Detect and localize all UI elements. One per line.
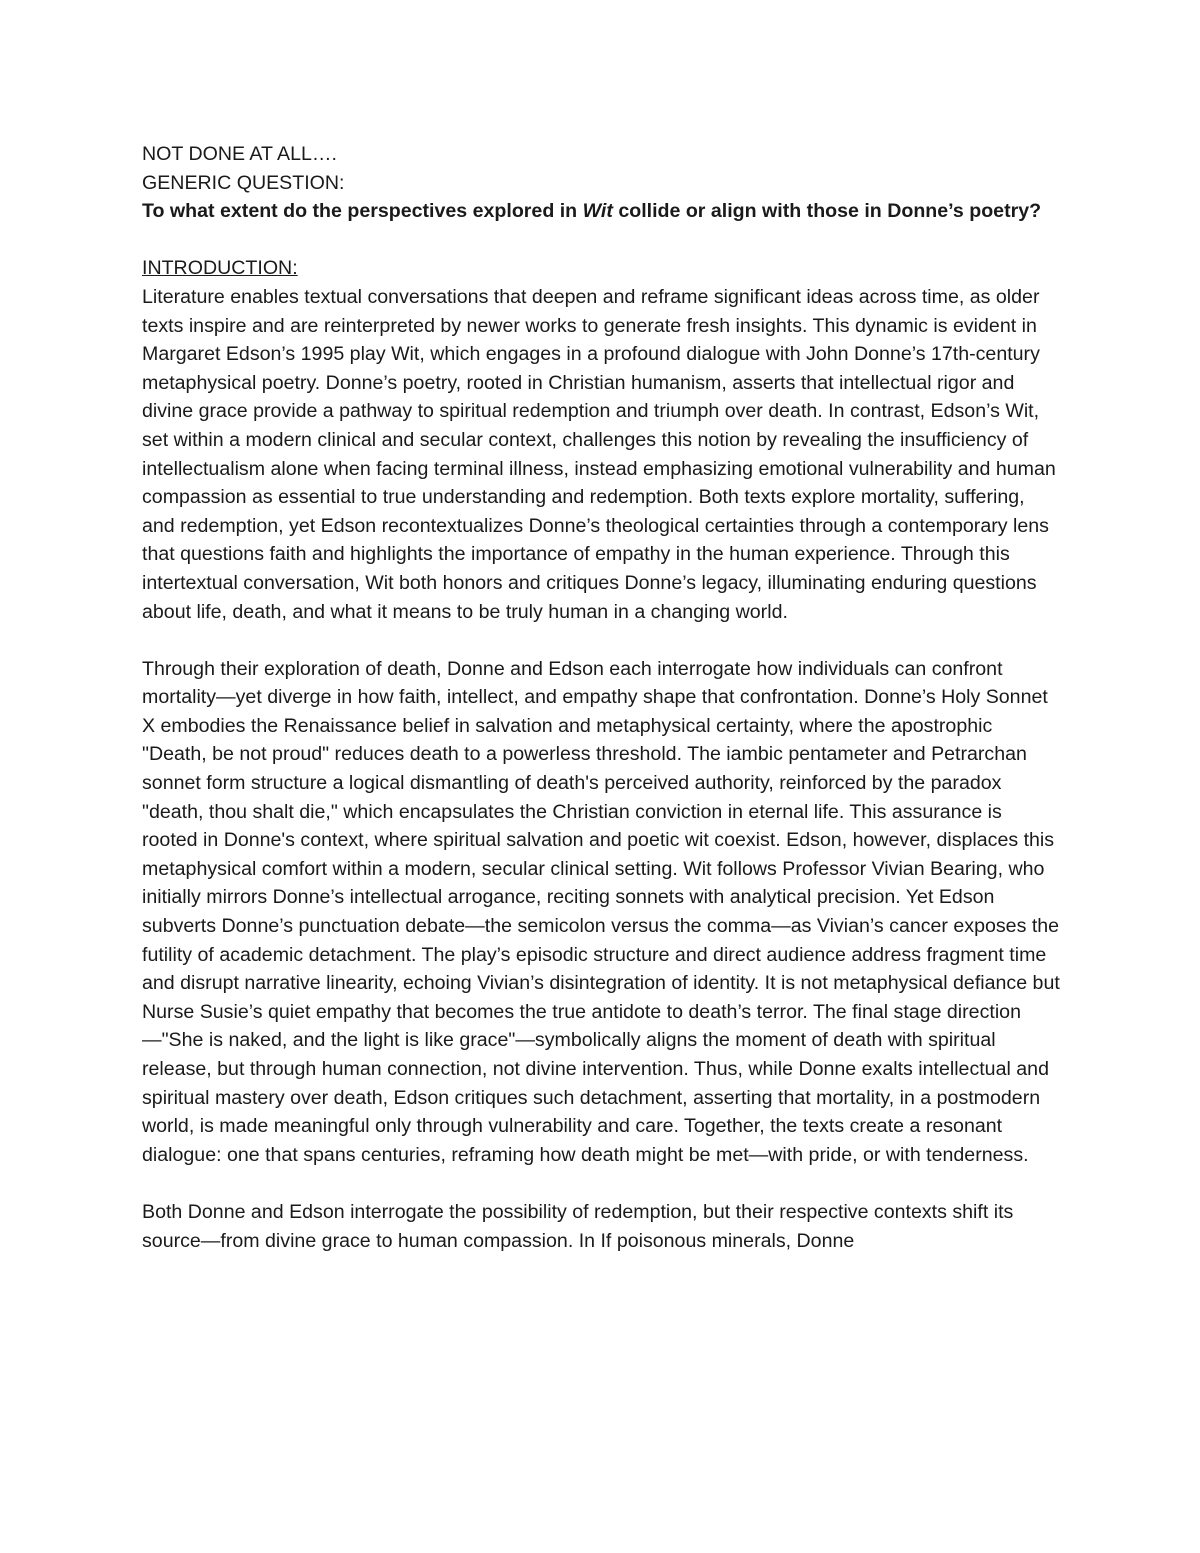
- question-text-after: collide or align with those in Donne’s poetry?: [612, 200, 1042, 223]
- document-body: [142, 140, 1062, 1255]
- paragraph-introduction: Literature enables textual conversations that deepen and reframe significant ideas across time, as older texts inspire and are reinterpreted by newer works to generate fresh insights. This dynamic is evident in Margaret Edson’s 1995 play Wit, which engages in a profound dialogue with John Donne’s 17th-century metaphysical poetry. Donne’s poetry, rooted in Christian humanism, asserts that intellectual rigor and divine grace provide a pathway to spiritual redemption and triumph over death. In contrast, Edson’s Wit, set within a modern clinical and secular context, challenges this notion by revealing the insufficiency of intellectualism alone when facing terminal illness, instead emphasizing emotional vulnerability and human compassion as essential to true understanding and redemption. Both texts explore mortality, suffering, and redemption, yet Edson recontextualizes Donne’s theological certainties through a contemporary lens that questions faith and highlights the importance of empathy in the human experience. Through this intertextual conversation, Wit both honors and critiques Donne’s legacy, illuminating enduring questions about life, death, and what it means to be truly human in a changing world.: [142, 285, 1056, 623]
- question-text-before: To what extent do the perspectives explored in: [142, 200, 583, 223]
- essay-question: [142, 197, 1062, 226]
- introduction-heading: INTRODUCTION:: [142, 257, 298, 280]
- question-label: GENERIC QUESTION:: [142, 171, 345, 194]
- question-text-italic: Wit: [582, 200, 613, 223]
- paragraph-death: Through their exploration of death, Donne and Edson each interrogate how individuals can confront mortality—yet diverge in how faith, intellect, and empathy shape that confrontation. Donne’s Holy Sonnet X embodies the Renaissance belief in salvation and metaphysical certainty, where the apostrophic "Death, be not proud" reduces death to a powerless threshold. The iambic pentameter and Petrarchan sonnet form structure a logical dismantling of death's perceived authority, reinforced by the paradox "death, thou shalt die," which encapsulates the Christian conviction in eternal life. This assurance is rooted in Donne's context, where spiritual salvation and poetic wit coexist. Edson, however, displaces this metaphysical comfort within a modern, secular clinical setting. Wit follows Professor Vivian Bearing, who initially mirrors Donne’s intellectual arrogance, reciting sonnets with analytical precision. Yet Edson subverts Donne’s punctuation debate—the semicolon versus the comma—as Vivian’s cancer exposes the futility of academic detachment. The play’s episodic structure and direct audience address fragment time and disrupt narrative linearity, echoing Vivian’s disintegration of identity. It is not metaphysical defiance but Nurse Susie’s quiet empathy that becomes the true antidote to death’s terror. The final stage direction—"She is naked, and the light is like grace"—symbolically aligns the moment of death with spiritual release, but through human connection, not divine intervention. Thus, while Donne exalts intellectual and spiritual mastery over death, Edson critiques such detachment, asserting that mortality, in a postmodern world, is made meaningful only through vulnerability and care. Together, the texts create a resonant dialogue: one that spans centuries, reframing how death might be met—with pride, or with tenderness.: [142, 657, 1060, 1166]
- paragraph-redemption: Both Donne and Edson interrogate the possibility of redemption, but their respective contexts shift its source—from divine grace to human compassion. In If poisonous minerals, Donne: [142, 1200, 1014, 1252]
- status-line: NOT DONE AT ALL….: [142, 143, 337, 165]
